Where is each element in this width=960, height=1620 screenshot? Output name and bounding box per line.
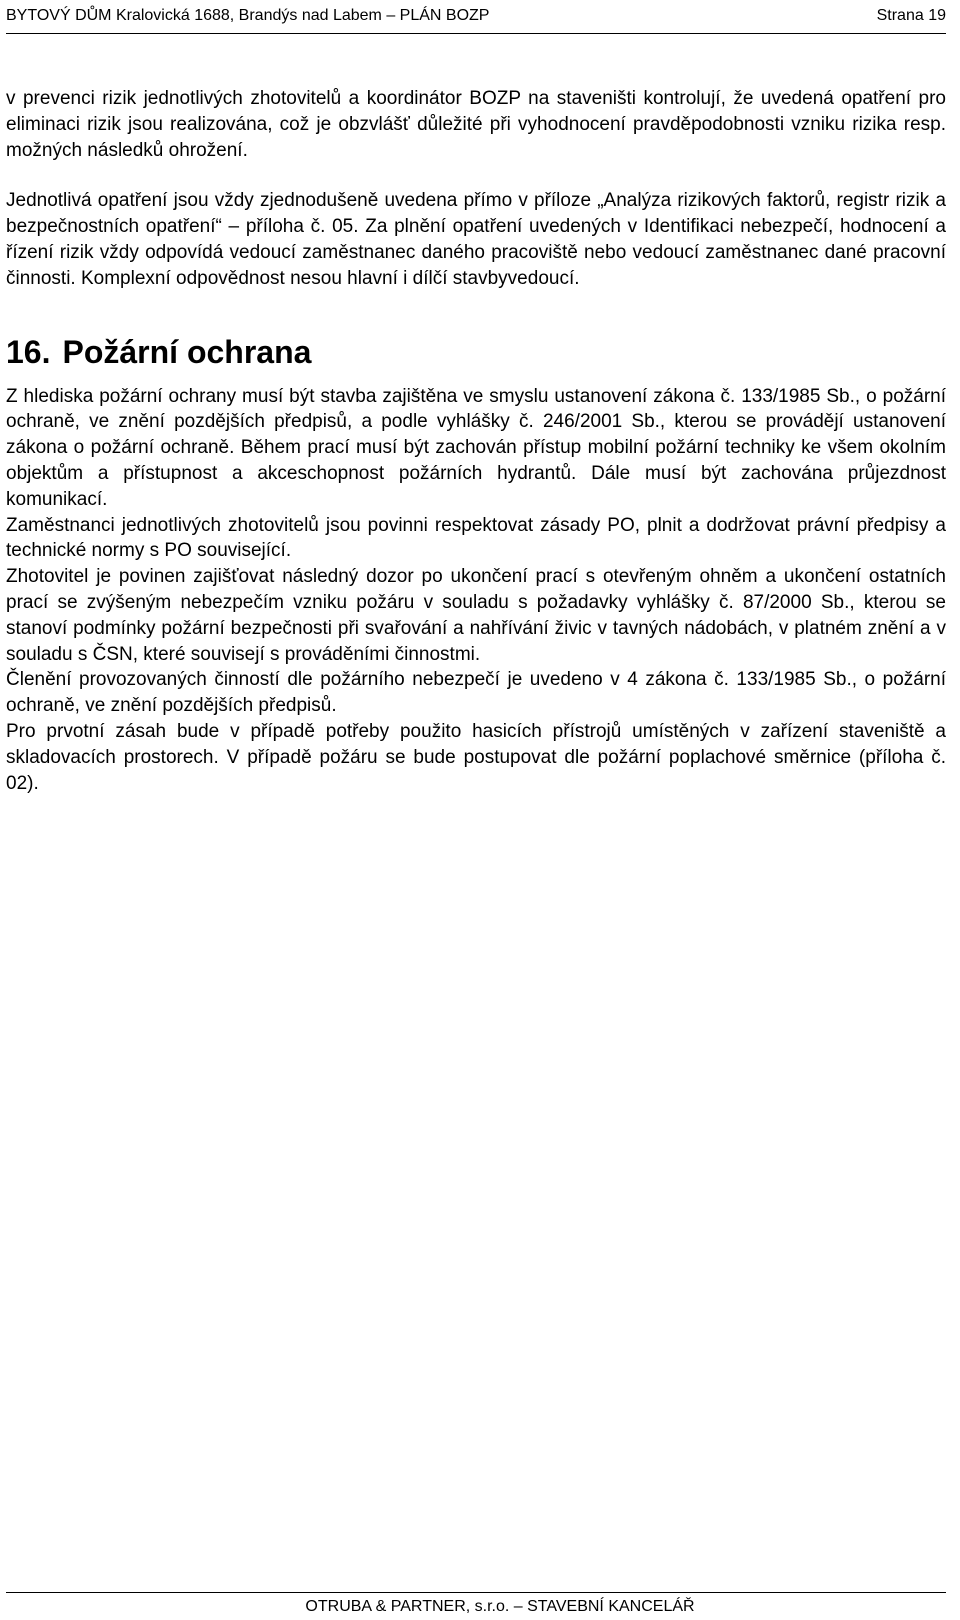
- section-paragraph-legal-basis: Z hlediska požární ochrany musí být stavba zajištěna ve smyslu ustanovení zákona č. 133/1985 Sb., o požární ochraně, ve znění pozdějších předpisů, a podle vyhlášky č. 246/2001 Sb., kterou se provádějí ustanovení zákona o požární ochraně. Během prací musí být zachován přístup mobilní požární techniky ke všem okolním objektům a přístupnost a akceschopnost požárních hydrantů. Dále musí být zachována průjezdnost komunikací.: [6, 385, 946, 510]
- page-footer: OTRUBA & PARTNER, s.r.o. – STAVEBNÍ KANCELÁŘ: [305, 1598, 695, 1615]
- section-heading: [6, 334, 946, 370]
- page-body: [6, 86, 946, 796]
- header-divider: [6, 33, 946, 34]
- section-paragraph-first-response: Pro prvotní zásah bude v případě potřeby použito hasicích přístrojů umístěných v zařízení staveniště a skladovacích prostorech. V případě požáru se bude postupovat dle požární poplachové směrnice (příloha č. 02).: [6, 720, 946, 794]
- header-page-number: Strana 19: [876, 7, 946, 24]
- header-document-title: BYTOVÝ DŮM Kralovická 1688, Brandýs nad Labem – PLÁN BOZP: [6, 7, 490, 24]
- body-paragraph-prevention: v prevenci rizik jednotlivých zhotovitelů a koordinátor BOZP na staveništi kontrolují, že uvedená opatření pro eliminaci rizik jsou realizována, což je obzvlášť důležité při vyhodnocení pravděpodobnosti vzniku rizika resp. možných následků ohrožení.: [6, 88, 946, 161]
- section-paragraph-employees: Zaměstnanci jednotlivých zhotovitelů jsou povinni respektovat zásady PO, plnit a dodržovat právní předpisy a technické normy s PO související.: [6, 514, 946, 562]
- section-title: Požární ochrana: [62, 333, 312, 370]
- body-paragraph-measures: Jednotlivá opatření jsou vždy zjednodušeně uvedena přímo v příloze „Analýza rizikových faktorů, registr rizik a bezpečnostních opatření“ – příloha č. 05. Za plnění opatření uvedených v Identifikaci nebezpečí, hodnocení a řízení rizik vždy odpovídá vedoucí zaměstnanec daného pracoviště nebo vedoucí zaměstnanec dané pracovní činnosti. Komplexní odpovědnost nesou hlavní i dílčí stavbyvedoucí.: [6, 190, 946, 289]
- page-header: [6, 4, 946, 30]
- section-paragraph-supervision: Zhotovitel je povinen zajišťovat následný dozor po ukončení prací s otevřeným ohněm a ukončení ostatních prací se zvýšeným nebezpečím vzniku požáru v souladu s požadavky vyhlášky č. 87/2000 Sb., kterou se stanoví podmínky požární bezpečnosti při svařování a nahřívání živic v tavných nádobách, v platném znění a v souladu s ČSN, které souvisejí s prováděními činnostmi.: [6, 566, 946, 665]
- footer-divider: [6, 1592, 946, 1593]
- section-paragraph-classification: Členění provozovaných činností dle požárního nebezpečí je uvedeno v 4 zákona č. 133/1985 Sb., o požární ochraně, ve znění pozdějších předpisů.: [6, 669, 946, 717]
- section-number: 16.: [6, 333, 51, 370]
- paragraph-spacer: [6, 163, 946, 188]
